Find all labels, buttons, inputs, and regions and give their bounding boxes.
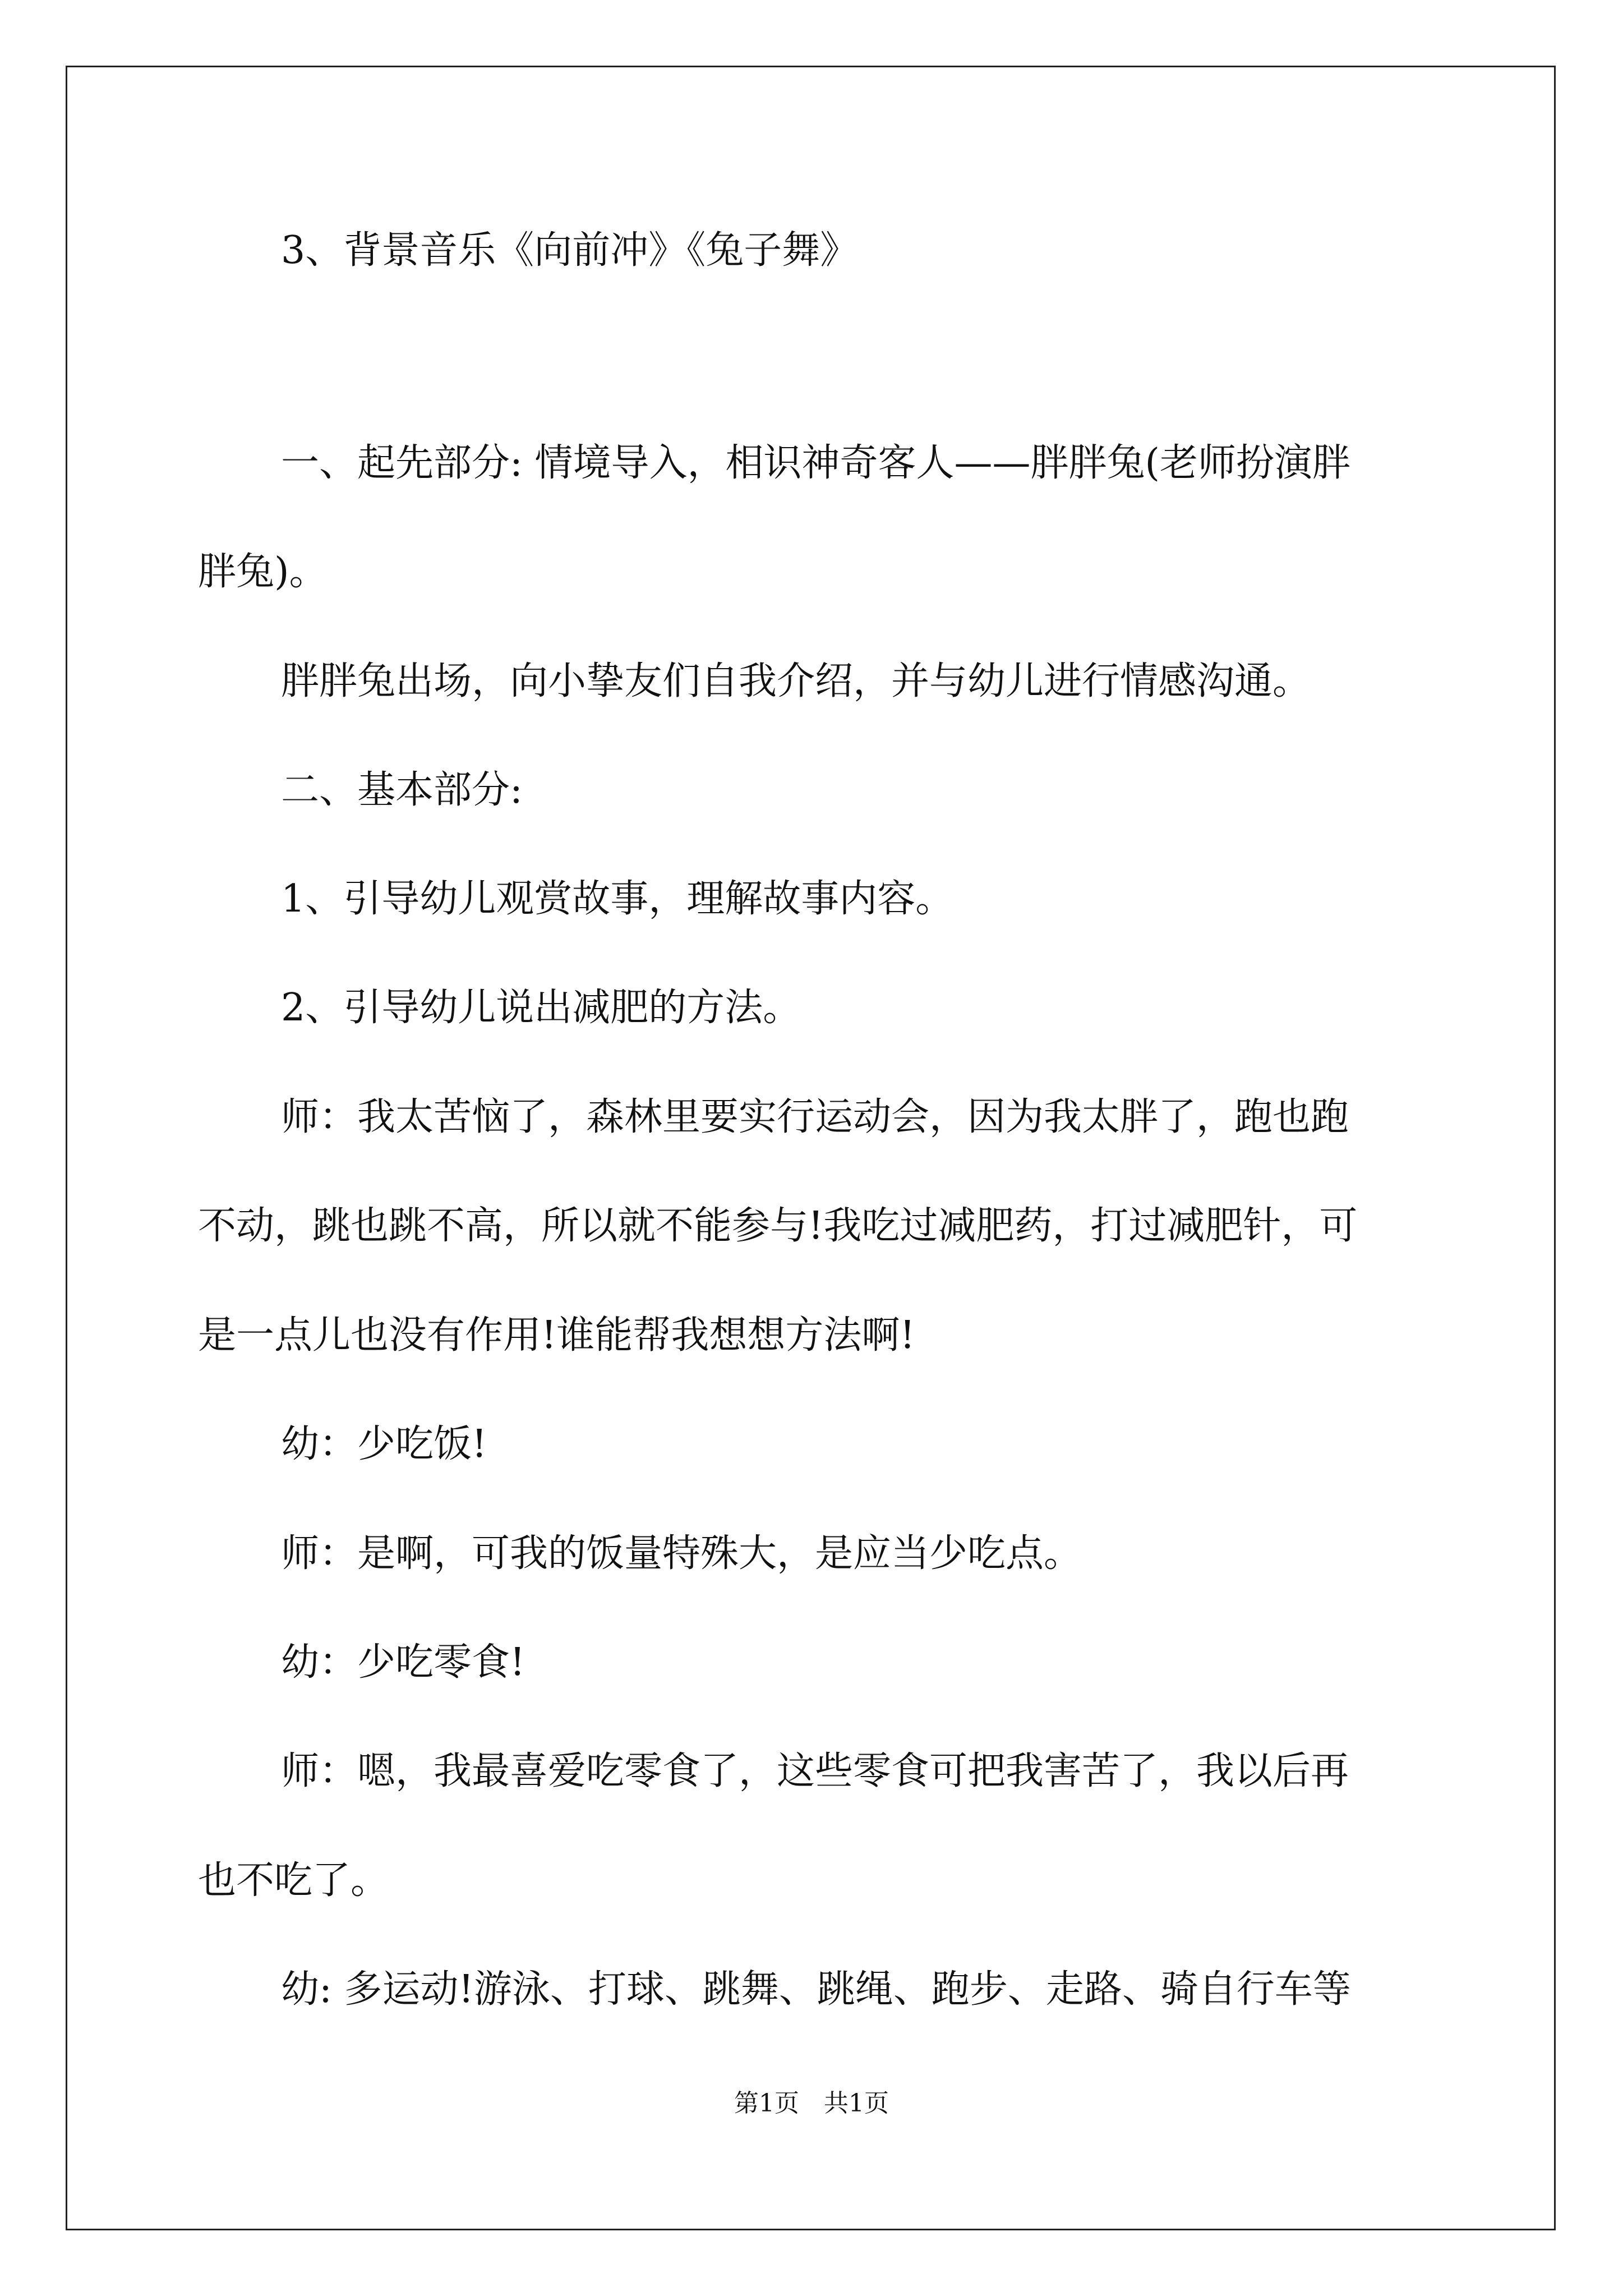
text-line-child-1: 幼：少吃饭! [281, 1422, 487, 1466]
text-line-teacher-1-cont: 不动，跳也跳不高，所以就不能参与!我吃过减肥药，打过减肥针，可 [198, 1204, 1358, 1248]
text-line-teacher-1-cont2: 是一点儿也没有作用!谁能帮我想想方法啊! [198, 1313, 915, 1358]
text-line-music: 3、背景音乐《向前冲》《兔子舞》 [281, 228, 859, 273]
page-footer: 第1页 共1页 [734, 2089, 889, 2118]
text-line-section-one-cont: 胖兔)。 [198, 550, 328, 594]
text-line-teacher-2: 师：是啊，可我的饭量特殊大，是应当少吃点。 [281, 1531, 1082, 1576]
text-line-child-3: 幼: 多运动!游泳、打球、跳舞、跳绳、跑步、走路、骑自行车等 [281, 1967, 1351, 2012]
text-line-section-two: 二、基本部分: [281, 768, 523, 812]
text-line-step-one: 1、引导幼儿观赏故事，理解故事内容。 [281, 877, 954, 921]
text-line-section-one: 一、起先部分: 情境导入，相识神奇客人——胖胖兔(老师扮演胖 [281, 441, 1351, 485]
text-line-teacher-1: 师：我太苦恼了，森林里要实行运动会，因为我太胖了，跑也跑 [281, 1095, 1349, 1139]
text-line-child-2: 幼：少吃零食! [281, 1640, 525, 1685]
text-line-teacher-3: 师：嗯，我最喜爱吃零食了，这些零食可把我害苦了，我以后再 [281, 1749, 1349, 1793]
text-line-rabbit-intro: 胖胖兔出场，向小挚友们自我介绍，并与幼儿进行情感沟通。 [281, 659, 1311, 703]
text-line-teacher-3-cont: 也不吃了。 [198, 1858, 389, 1903]
text-line-step-two: 2、引导幼儿说出减肥的方法。 [281, 986, 801, 1030]
